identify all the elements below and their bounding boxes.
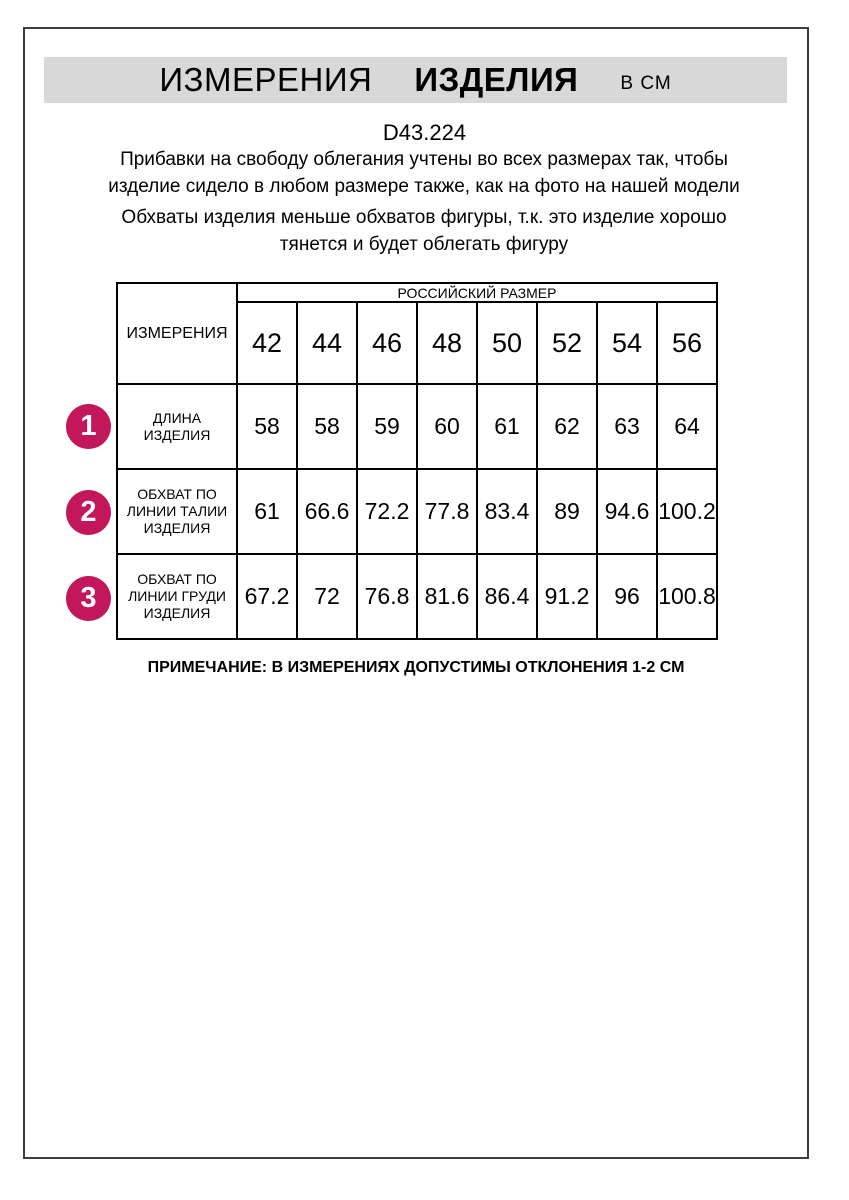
measurement-value: 77.8	[417, 469, 477, 554]
table-row-waist	[117, 469, 717, 554]
table-row-length	[117, 384, 717, 469]
measurement-value: 86.4	[477, 554, 537, 639]
size-column-header: 52	[537, 302, 597, 384]
size-column-header: 44	[297, 302, 357, 384]
measurement-value: 60	[417, 384, 477, 469]
measurement-label: ДЛИНА ИЗДЕЛИЯ	[117, 384, 237, 469]
intro-text	[104, 146, 744, 258]
measurement-value: 67.2	[237, 554, 297, 639]
measurement-value: 61	[477, 384, 537, 469]
measurement-value: 83.4	[477, 469, 537, 554]
size-column-header: 50	[477, 302, 537, 384]
measurement-value: 66.6	[297, 469, 357, 554]
title-bar	[44, 57, 787, 103]
row-number-badge-1: 1	[66, 404, 111, 449]
title-measurements: ИЗМЕРЕНИЯ	[159, 61, 373, 98]
measurement-value: 64	[657, 384, 717, 469]
size-column-header: 48	[417, 302, 477, 384]
measurement-value: 89	[537, 469, 597, 554]
measurement-value: 100.8	[657, 554, 717, 639]
measurement-value: 72.2	[357, 469, 417, 554]
measurement-value: 76.8	[357, 554, 417, 639]
table-row-chest	[117, 554, 717, 639]
measurement-value: 58	[237, 384, 297, 469]
intro-paragraph-stretch: Обхваты изделия меньше обхватов фигуры, т.к. это изделие хорошо тянется и будет облегать фигуру	[121, 207, 727, 255]
measurement-value: 62	[537, 384, 597, 469]
measurement-value: 100.2	[657, 469, 717, 554]
measurements-column-header: ИЗМЕРЕНИЯ	[117, 283, 237, 384]
size-column-header: 42	[237, 302, 297, 384]
intro-paragraph-fit: Прибавки на свободу облегания учтены во всех размерах так, чтобы изделие сидело в любом размере также, как на фото на нашей модели	[108, 149, 740, 197]
russian-size-group-header: РОССИЙСКИЙ РАЗМЕР	[237, 283, 717, 302]
size-column-header: 46	[357, 302, 417, 384]
measurement-value: 58	[297, 384, 357, 469]
row-number-badge-2: 2	[66, 490, 111, 535]
measurement-value: 81.6	[417, 554, 477, 639]
measurement-value: 96	[597, 554, 657, 639]
measurement-label: ОБХВАТ ПО ЛИНИИ ТАЛИИ ИЗДЕЛИЯ	[117, 469, 237, 554]
measurement-value: 59	[357, 384, 417, 469]
measurement-value: 72	[297, 554, 357, 639]
title-product: ИЗДЕЛИЯ	[414, 61, 579, 98]
model-code: D43.224	[382, 120, 467, 145]
tolerance-note: ПРИМЕЧАНИЕ: В ИЗМЕРЕНИЯХ ДОПУСТИМЫ ОТКЛОНЕНИЯ 1-2 СМ	[147, 659, 685, 676]
measurement-value: 61	[237, 469, 297, 554]
row-number-badge-3: 3	[66, 576, 111, 621]
measurement-value: 91.2	[537, 554, 597, 639]
size-column-header: 54	[597, 302, 657, 384]
measurement-label: ОБХВАТ ПО ЛИНИИ ГРУДИ ИЗДЕЛИЯ	[117, 554, 237, 639]
size-column-header: 56	[657, 302, 717, 384]
measurement-value: 63	[597, 384, 657, 469]
table-row-size-group	[117, 283, 717, 302]
size-table	[116, 282, 718, 640]
title-unit-cm: В СМ	[620, 73, 672, 94]
measurement-value: 94.6	[597, 469, 657, 554]
